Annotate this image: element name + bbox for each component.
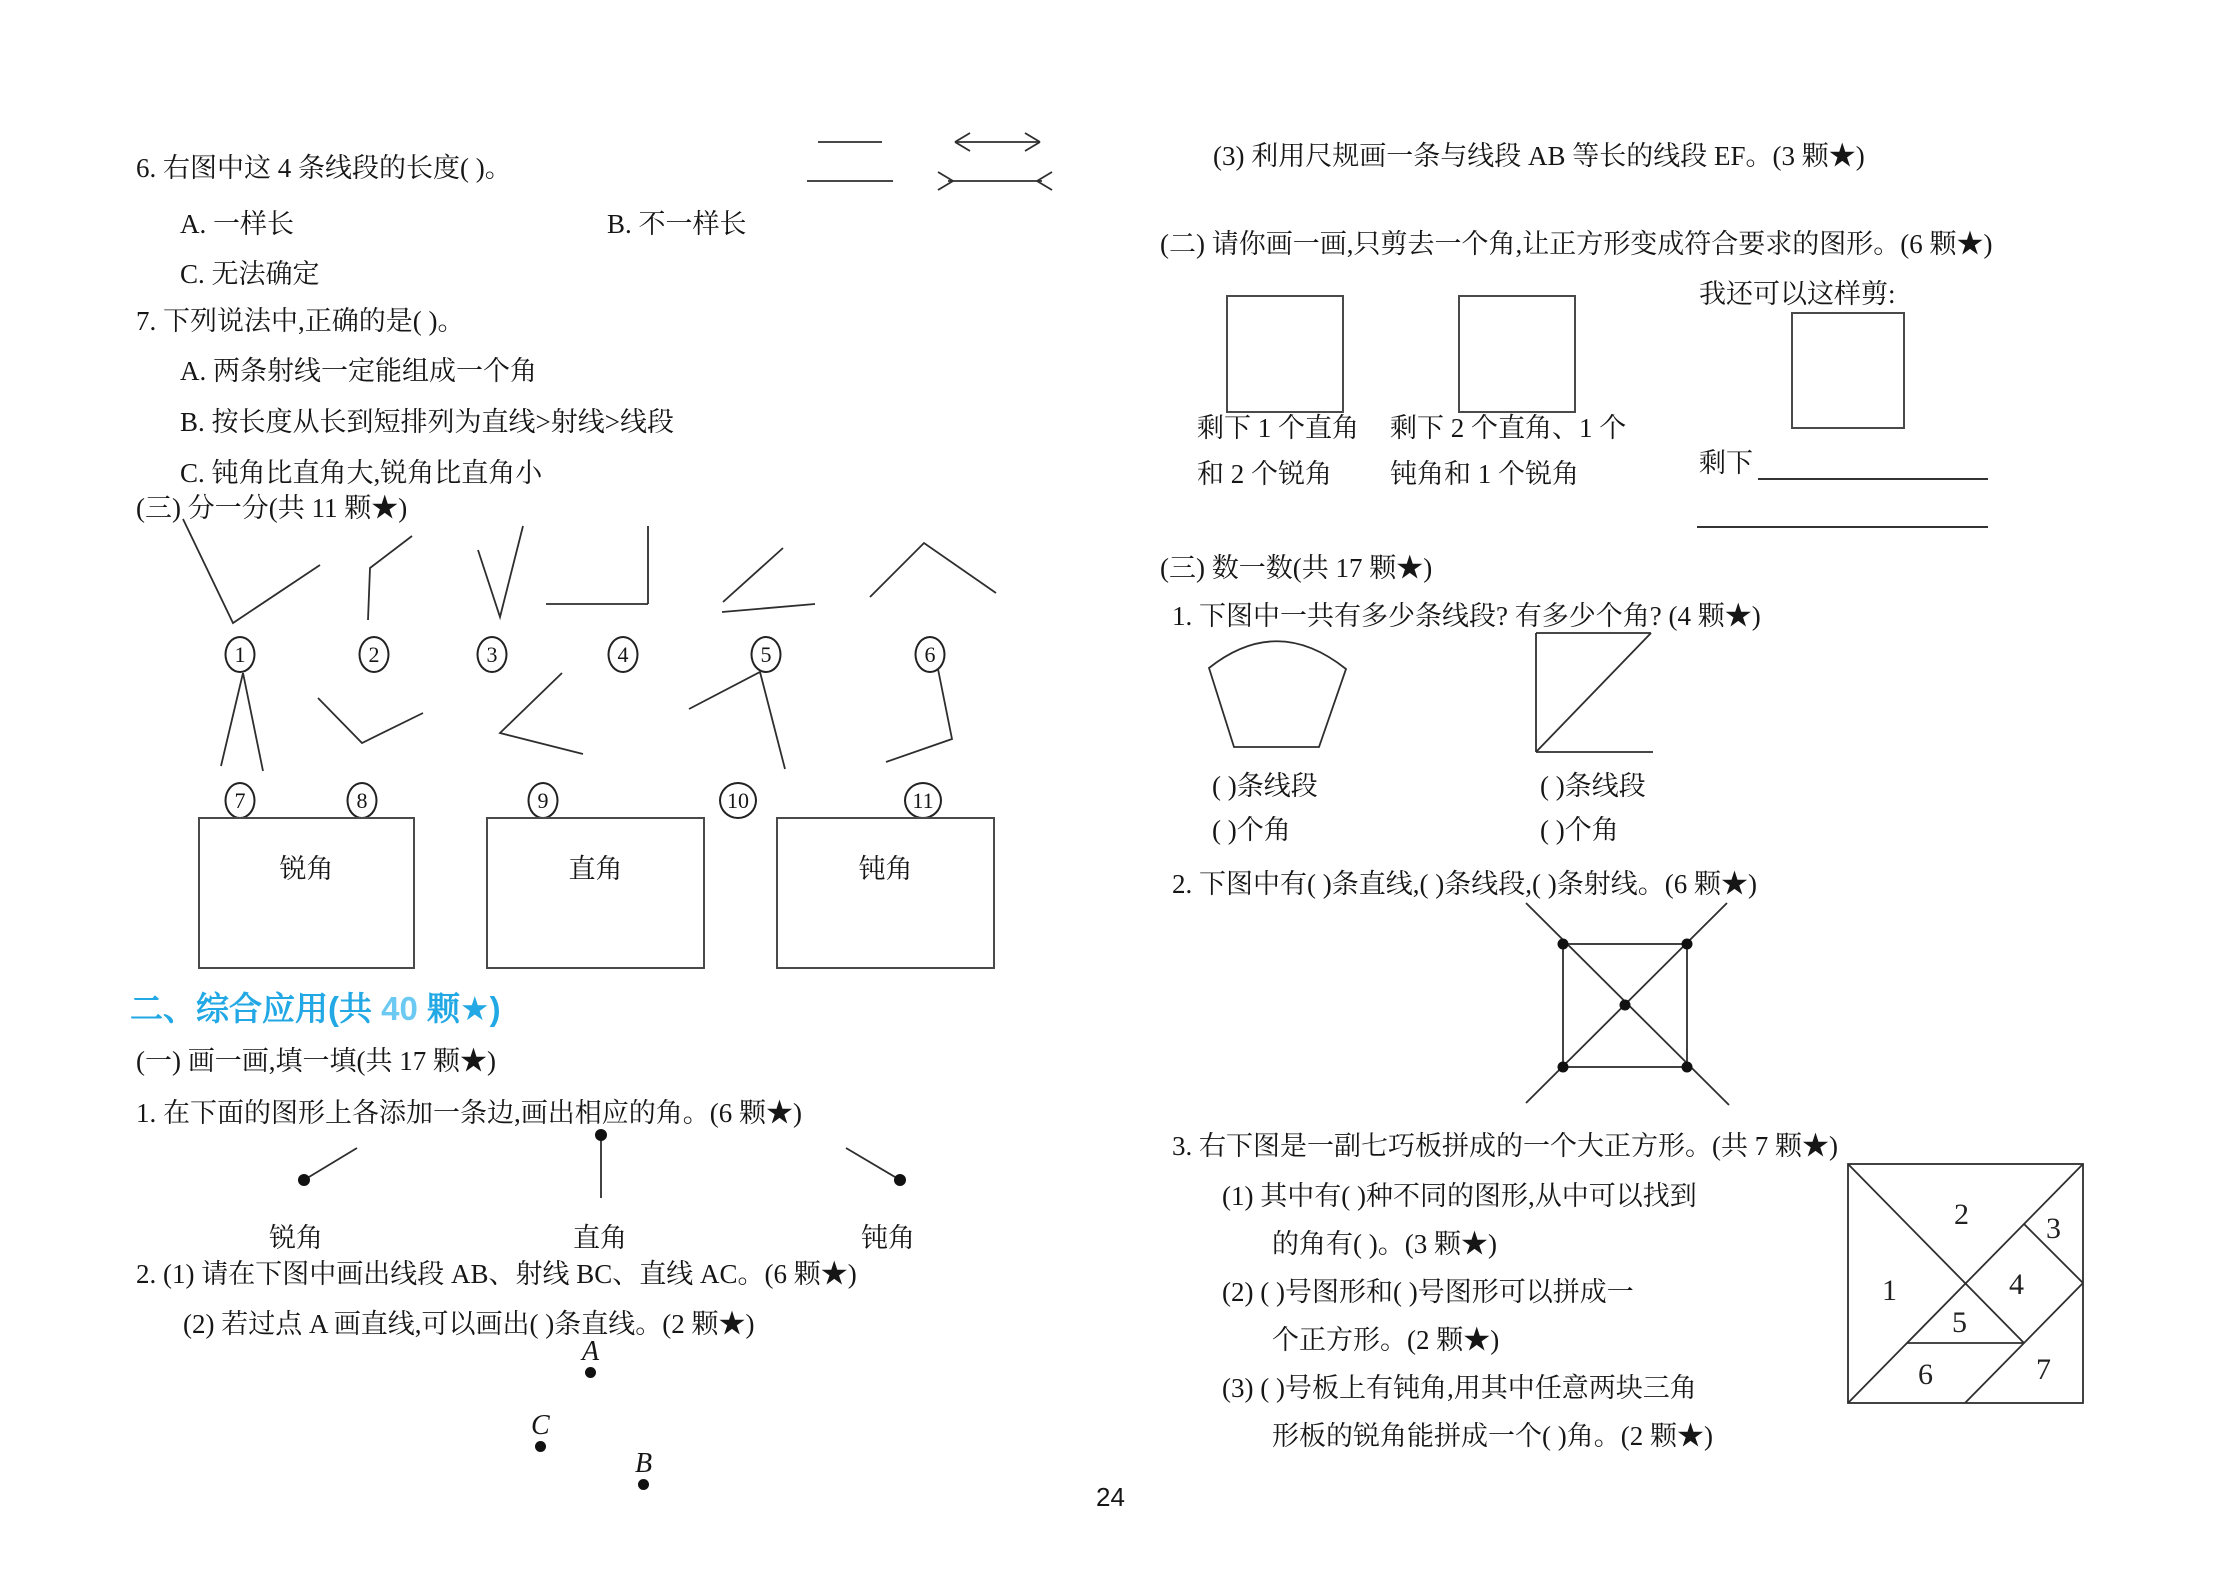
acute-box-label: 锐角 [279,854,334,884]
obtuse-box-label: 钝角 [858,854,913,884]
q6-option-c: C. 无法确定 [180,259,320,289]
section-2-heading-prefix: 二、综合应用(共 [130,990,382,1027]
tangram-q1-line2: 的角有( )。(3 颗★) [1272,1229,1497,1259]
question-2-1: 2. (1) 请在下图中画出线段 AB、射线 BC、直线 AC。(6 颗★) [136,1259,857,1289]
right-seed-label: 直角 [573,1223,627,1253]
tangram-q2-line2: 个正方形。(2 颗★) [1272,1325,1500,1355]
angle-figure-5 [715,540,820,615]
tri-blank-segments: ( )条线段 [1540,771,1646,801]
category-box-acute [198,817,415,969]
q7-option-b: B. 按长度从长到短排列为直线>射线>线段 [180,407,674,437]
q6-option-b: B. 不一样长 [607,209,747,239]
tangram-piece-4: 4 [2009,1268,2024,1301]
question-2-3: (3) 利用尺规画一条与线段 AB 等长的线段 EF。(3 颗★) [1213,141,1865,171]
section-2-heading [130,983,501,1030]
point-b-label: B [635,1448,653,1479]
tangram-piece-3: 3 [2046,1212,2061,1245]
angle-figure-2 [358,528,418,623]
cut-square-1 [1226,295,1344,413]
angle-figure-9 [488,668,588,763]
cut-square-3 [1791,312,1905,429]
point-c-dot [535,1441,546,1452]
right-box-label: 直角 [568,854,623,884]
question-6: 6. 右图中这 4 条线段的长度( )。 [136,153,512,183]
remain-blank-line-2 [1697,496,1988,528]
tangram-piece-5: 5 [1952,1306,1967,1339]
circled-number-5: 5 [751,636,782,673]
circled-number-4: 4 [608,636,639,673]
tangram-piece-6: 6 [1918,1358,1933,1391]
circled-number-6: 6 [915,636,946,673]
caption-2-line2: 钝角和 1 个锐角 [1390,459,1579,489]
section-1-draw-fill: (一) 画一画,填一填(共 17 颗★) [136,1046,496,1076]
category-box-obtuse [776,817,995,969]
caption-2-line1: 剩下 2 个直角、1 个 [1390,413,1627,443]
q7-option-c: C. 钝角比直角大,锐角比直角小 [180,458,543,488]
angle-figure-6 [862,535,1002,605]
circled-number-9: 9 [528,782,559,819]
angle-figure-4 [540,522,655,612]
fan-blank-angles: ( )个角 [1212,815,1291,845]
section-2-cut: (二) 请你画一画,只剪去一个角,让正方形变成符合要求的图形。(6 颗★) [1160,229,1993,259]
crossed-square-figure [1515,895,1740,1115]
point-b-dot [638,1479,649,1490]
section-3-sort: (三) 分一分(共 11 颗★) [136,493,408,523]
circled-number-1: 1 [225,636,256,673]
section-2-heading-suffix: 颗★) [417,990,501,1027]
page-number: 24 [1096,1482,1125,1512]
tangram-question: 3. 右下图是一副七巧板拼成的一个大正方形。(共 7 颗★) [1172,1131,1838,1161]
circled-number-11: 11 [904,782,942,819]
circled-number-8: 8 [347,782,378,819]
obtuse-seed-label: 钝角 [861,1223,915,1253]
four-segments-figure [790,115,1070,205]
triangle-square-figure [1530,625,1665,760]
category-box-right [486,817,705,969]
caption-1-line1: 剩下 1 个直角 [1197,413,1359,443]
obtuse-seed-figure [830,1140,910,1190]
section-3-count: (三) 数一数(共 17 颗★) [1160,553,1433,583]
angle-figure-11 [878,665,968,773]
angle-figure-3 [465,522,535,622]
circled-number-7: 7 [225,782,256,819]
caption-1-line2: 和 2 个锐角 [1197,459,1332,489]
acute-seed-figure [285,1140,365,1190]
section-2-heading-number: 40 [381,990,418,1027]
angle-figure-1 [175,515,325,627]
cut-square-2 [1458,295,1576,413]
point-a-dot [585,1367,596,1378]
tangram-piece-1: 1 [1882,1274,1897,1307]
acute-seed-label: 锐角 [269,1223,323,1253]
tangram-q2-line1: (2) ( )号图形和( )号图形可以拼成一 [1222,1277,1634,1307]
circled-number-10: 10 [719,782,757,819]
question-1-left: 1. 在下面的图形上各添加一条边,画出相应的角。(6 颗★) [136,1098,802,1128]
count-question-2: 2. 下图中有( )条直线,( )条线段,( )条射线。(6 颗★) [1172,869,1757,899]
tri-blank-angles: ( )个角 [1540,815,1619,845]
fan-shape-figure [1200,622,1355,754]
tangram-figure [1846,1162,2086,1406]
point-a-label: A [582,1336,600,1367]
q6-option-a: A. 一样长 [180,209,294,239]
tangram-piece-2: 2 [1954,1198,1969,1231]
tangram-q3-line1: (3) ( )号板上有钝角,用其中任意两块三角 [1222,1373,1697,1403]
question-2-2: (2) 若过点 A 画直线,可以画出( )条直线。(2 颗★) [183,1309,755,1339]
tangram-piece-7: 7 [2036,1353,2051,1386]
point-c-label: C [531,1410,550,1441]
circled-number-2: 2 [359,636,390,673]
tangram-q1-line1: (1) 其中有( )种不同的图形,从中可以找到 [1222,1181,1697,1211]
angle-figure-8 [310,688,430,750]
question-7: 7. 下列说法中,正确的是( )。 [136,306,465,336]
right-seed-figure [585,1125,620,1205]
q7-option-a: A. 两条射线一定能组成一个角 [180,356,537,386]
angle-figure-7 [215,668,275,776]
angle-figure-10 [683,665,793,773]
circled-number-3: 3 [477,636,508,673]
count-question-1: 1. 下图中一共有多少条线段? 有多少个角? (4 颗★) [1172,601,1761,631]
remain-label: 剩下 [1699,448,1753,478]
tangram-q3-line2: 形板的锐角能拼成一个( )角。(2 颗★) [1272,1421,1713,1451]
fan-blank-segments: ( )条线段 [1212,771,1318,801]
remain-blank-line-1 [1758,448,1988,480]
speech-hint: 我还可以这样剪: [1699,279,1896,309]
